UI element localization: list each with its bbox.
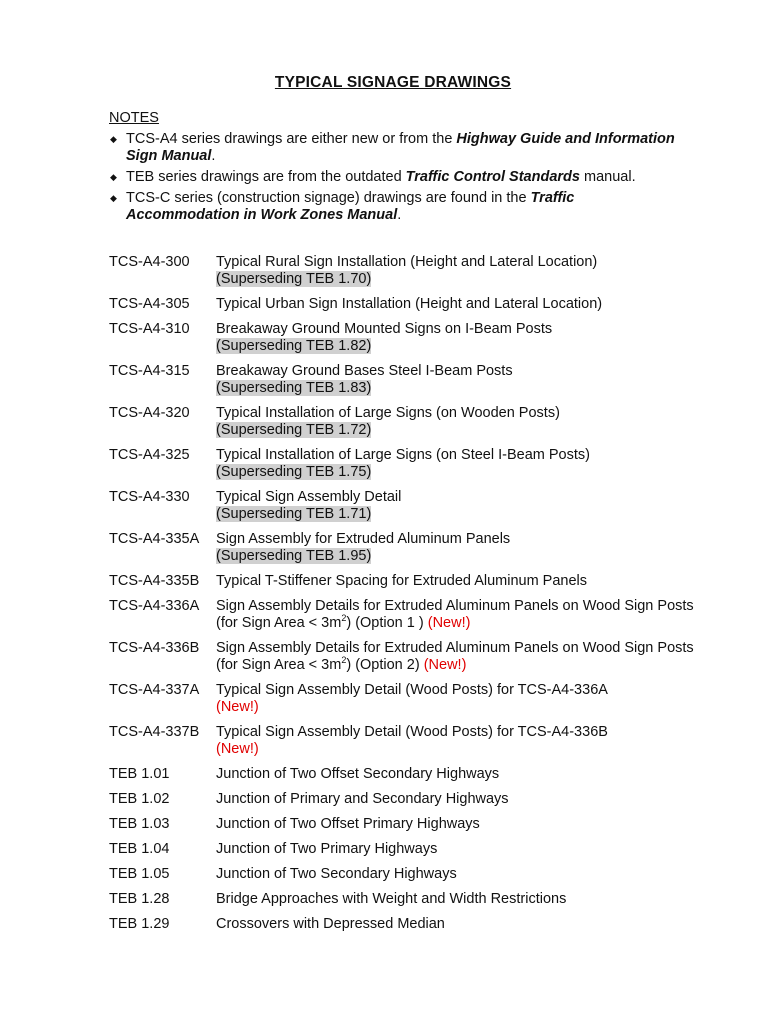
drawing-description <box>216 363 709 397</box>
drawing-description <box>216 866 709 883</box>
drawing-title: Typical Installation of Large Signs (on Wooden Posts) <box>216 405 560 421</box>
drawing-entry <box>109 724 709 758</box>
new-badge: (New!) <box>423 657 467 673</box>
drawing-description <box>216 573 709 590</box>
drawing-title: Typical Rural Sign Installation (Height and Lateral Location) <box>216 254 598 270</box>
diamond-bullet-icon: ◆ <box>110 193 117 203</box>
drawing-description <box>216 891 709 908</box>
drawing-entry <box>109 531 709 565</box>
new-badge: (New!) <box>427 615 471 631</box>
drawing-code: TEB 1.05 <box>109 866 170 882</box>
drawing-code: TEB 1.03 <box>109 816 170 832</box>
drawing-title: Junction of Two Offset Primary Highways <box>216 816 480 832</box>
drawing-entry <box>109 841 709 858</box>
note-text: TCS-A4 series drawings are either new or from the <box>126 131 457 147</box>
drawing-entry <box>109 254 709 288</box>
drawing-code: TCS-A4-336B <box>109 640 200 656</box>
note-text: TEB series drawings are from the outdated <box>126 169 406 185</box>
drawing-title-cont: ) (Option 2) <box>346 657 424 673</box>
drawing-title: Junction of Two Offset Secondary Highways <box>216 766 500 782</box>
drawing-title: Junction of Two Primary Highways <box>216 841 438 857</box>
drawing-entry <box>109 791 709 808</box>
drawing-code: TEB 1.29 <box>109 916 170 932</box>
drawing-title: Crossovers with Depressed Median <box>216 916 445 932</box>
drawing-code: TCS-A4-337A <box>109 682 200 698</box>
drawing-description <box>216 916 709 933</box>
new-badge: (New!) <box>216 699 259 715</box>
drawing-title: Breakaway Ground Bases Steel I-Beam Posts <box>216 363 513 379</box>
drawing-entry <box>109 489 709 523</box>
notes-heading: NOTES <box>109 110 159 126</box>
drawing-title: Typical Urban Sign Installation (Height and Lateral Location) <box>216 296 603 312</box>
drawing-description <box>216 447 709 481</box>
superseding-note: (Superseding TEB 1.71) <box>216 506 372 522</box>
drawing-entry <box>109 363 709 397</box>
drawing-code: TCS-A4-310 <box>109 321 190 337</box>
drawing-description <box>216 598 709 632</box>
drawing-description <box>216 816 709 833</box>
drawing-entry <box>109 891 709 908</box>
drawing-code: TCS-A4-305 <box>109 296 190 312</box>
drawing-entry <box>109 640 709 674</box>
drawing-title: Typical Sign Assembly Detail (Wood Posts) for TCS-A4-336B <box>216 724 608 740</box>
diamond-bullet-icon: ◆ <box>110 134 117 144</box>
drawing-title: Typical Sign Assembly Detail <box>216 489 402 505</box>
drawing-code: TEB 1.04 <box>109 841 170 857</box>
note-text: TCS-C series (construction signage) drawings are found in the <box>126 190 531 206</box>
drawing-code: TCS-A4-337B <box>109 724 200 740</box>
note-text: manual. <box>579 169 636 185</box>
drawings-list <box>109 254 709 933</box>
manual-name: Traffic Control Standards <box>405 169 580 185</box>
superseding-note: (Superseding TEB 1.95) <box>216 548 372 564</box>
drawing-code: TCS-A4-336A <box>109 598 200 614</box>
superseding-note: (Superseding TEB 1.72) <box>216 422 372 438</box>
drawing-title: Typical T-Stiffener Spacing for Extruded Aluminum Panels <box>216 573 588 589</box>
superseding-note: (Superseding TEB 1.83) <box>216 380 372 396</box>
drawing-description <box>216 841 709 858</box>
drawing-code: TEB 1.28 <box>109 891 170 907</box>
drawing-code: TEB 1.01 <box>109 766 170 782</box>
drawing-title: Sign Assembly for Extruded Aluminum Panels <box>216 531 511 547</box>
drawing-entry <box>109 916 709 933</box>
drawing-description <box>216 640 709 674</box>
superseding-note: (Superseding TEB 1.82) <box>216 338 372 354</box>
drawing-code: TCS-A4-315 <box>109 363 190 379</box>
drawing-title: Typical Sign Assembly Detail (Wood Posts) for TCS-A4-336A <box>216 682 608 698</box>
drawing-description <box>216 489 709 523</box>
drawing-code: TCS-A4-335B <box>109 573 200 589</box>
drawing-description <box>216 724 709 758</box>
page-title: TYPICAL SIGNAGE DRAWINGS <box>274 74 512 91</box>
note-item <box>109 131 689 165</box>
diamond-bullet-icon: ◆ <box>110 172 117 182</box>
drawing-title: Typical Installation of Large Signs (on Steel I-Beam Posts) <box>216 447 590 463</box>
drawing-entry <box>109 296 709 313</box>
drawing-code: TCS-A4-325 <box>109 447 190 463</box>
manual-name: Traffic Accommodation in Work Zones Manual <box>126 190 575 223</box>
drawing-entry <box>109 405 709 439</box>
note-text: . <box>211 148 216 164</box>
drawing-entry <box>109 447 709 481</box>
drawing-entry <box>109 766 709 783</box>
note-item <box>109 190 689 224</box>
drawing-entry <box>109 866 709 883</box>
drawing-description <box>216 531 709 565</box>
drawing-code: TEB 1.02 <box>109 791 170 807</box>
manual-name: Highway Guide and Information Sign Manual <box>126 131 675 164</box>
drawing-title: Sign Assembly Details for Extruded Aluminum Panels on Wood Sign Posts (for Sign Area < 3m <box>216 598 694 631</box>
drawing-description <box>216 791 709 808</box>
drawing-description <box>216 296 709 313</box>
drawing-description <box>216 766 709 783</box>
drawing-title: Junction of Two Secondary Highways <box>216 866 457 882</box>
drawing-title-cont: ) (Option 1 ) <box>346 615 428 631</box>
drawing-code: TCS-A4-300 <box>109 254 190 270</box>
note-text: . <box>397 207 402 223</box>
drawing-description <box>216 405 709 439</box>
drawing-entry <box>109 682 709 716</box>
superseding-note: (Superseding TEB 1.75) <box>216 464 372 480</box>
notes-list <box>109 131 689 228</box>
drawing-entry <box>109 598 709 632</box>
drawing-entry <box>109 816 709 833</box>
superscript: 2 <box>341 655 347 666</box>
drawing-title: Junction of Primary and Secondary Highways <box>216 791 509 807</box>
drawing-entry <box>109 321 709 355</box>
superseding-note: (Superseding TEB 1.70) <box>216 271 372 287</box>
drawing-title: Bridge Approaches with Weight and Width Restrictions <box>216 891 567 907</box>
drawing-code: TCS-A4-320 <box>109 405 190 421</box>
drawing-title: Sign Assembly Details for Extruded Aluminum Panels on Wood Sign Posts (for Sign Area < 3m <box>216 640 694 673</box>
drawing-title: Breakaway Ground Mounted Signs on I-Beam Posts <box>216 321 553 337</box>
drawing-description <box>216 254 709 288</box>
drawing-code: TCS-A4-330 <box>109 489 190 505</box>
drawing-code: TCS-A4-335A <box>109 531 200 547</box>
new-badge: (New!) <box>216 741 259 757</box>
superscript: 2 <box>341 613 347 624</box>
drawing-description <box>216 682 709 716</box>
note-item <box>109 169 689 186</box>
drawing-entry <box>109 573 709 590</box>
drawing-description <box>216 321 709 355</box>
